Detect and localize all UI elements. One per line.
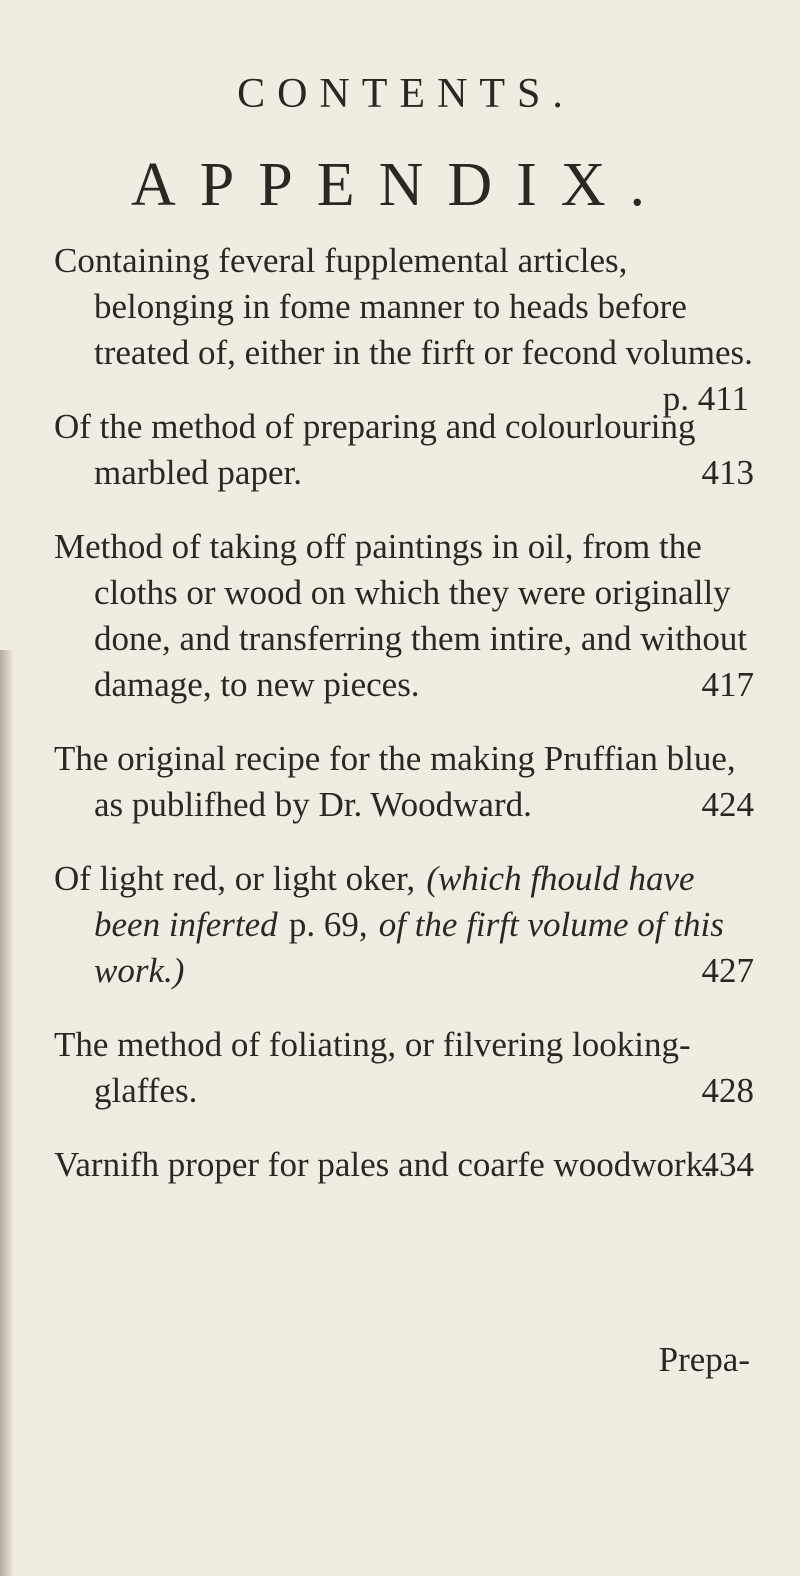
contents-entry [54, 1022, 754, 1114]
entry-text-pageref: p. 69, [288, 905, 368, 944]
entry-text: The method of foliating, or filvering looking-glaffes. [54, 1025, 691, 1110]
entry-text: Method of taking off paintings in oil, from the cloths or wood on which they were originally done, and transferring them intire, and without damage, to new pieces. [54, 527, 748, 704]
page-edge-shadow [0, 650, 14, 1576]
entry-page: 413 [701, 453, 754, 492]
contents-entry [54, 736, 754, 828]
entry-text: The original recipe for the making Pruffian blue, as publifhed by Dr. Woodward. [54, 739, 736, 824]
contents-entry [54, 1142, 754, 1188]
entry-page: 427 [701, 951, 754, 990]
contents-entry [54, 404, 754, 496]
contents-entry [54, 524, 754, 708]
entry-text-italic: of the firft volume of this work.) [94, 905, 724, 990]
contents-entry [54, 856, 754, 994]
catchword: Prepa- [658, 1340, 750, 1379]
entry-text-italic: (which fhould have been inferted [94, 859, 695, 944]
section-title: APPENDIX. [130, 151, 670, 219]
entry-text: Containing feveral fupplemental articles, belonging in fome manner to heads before treated of, either in the firft or fecond volumes. [54, 241, 753, 372]
contents-list [54, 238, 754, 1216]
running-head: CONTENTS. [237, 71, 575, 117]
entry-page: 428 [701, 1071, 754, 1110]
entry-page: 434 [701, 1145, 754, 1184]
entry-page: p. 411 [662, 379, 749, 418]
contents-entry [54, 238, 754, 418]
entry-text: Varnifh proper for pales and coarfe woodwork. [54, 1145, 712, 1184]
entry-page: 417 [701, 665, 754, 704]
entry-page: 424 [701, 785, 754, 824]
entry-text: Of the method of preparing and colourlouring marbled paper. [54, 407, 696, 492]
entry-text-prefix: Of light red, or light oker, [54, 859, 416, 898]
